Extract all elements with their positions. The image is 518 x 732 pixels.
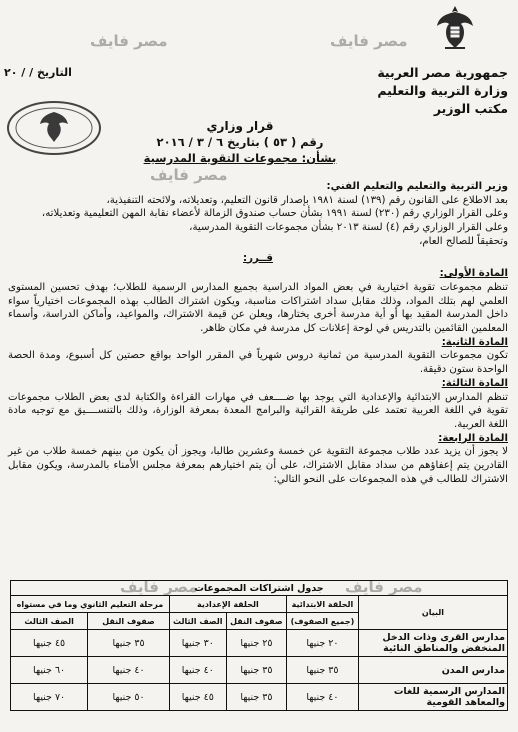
row-label: مدارس القرى وذات الدخل المنخفض والمناطق النائية xyxy=(358,630,507,657)
decree-subject: بشأن: مجموعات التقوية المدرسية xyxy=(143,151,337,165)
article-2-text: تكون مجموعات التقوية المدرسية من ثمانية دروس شهرياً في المقرر الواحد بواقع حصتين كل أسبوع، ومدة الحصة الواحدة ستون دقيقة. xyxy=(8,350,508,376)
table-subheader: الصف الثالث xyxy=(11,613,88,630)
fee-cell: ٣٥ جنيها xyxy=(226,657,286,684)
row-label: المدارس الرسمية للغات والمعاهد القومية xyxy=(358,684,507,711)
office-name: مكتب الوزير xyxy=(433,101,508,116)
fee-cell: ٢٥ جنيها xyxy=(226,630,286,657)
table-row xyxy=(11,684,508,711)
letterhead xyxy=(338,64,508,118)
fee-cell: ٣٥ جنيها xyxy=(226,684,286,711)
republic-name: جمهورية مصر العربية xyxy=(377,65,508,80)
date-label: التاريخ / / ٢٠ xyxy=(4,66,72,79)
subscription-table-wrap xyxy=(10,580,508,711)
minister-line: وزير التربية والتعليم والتعليم الفني: xyxy=(326,181,508,192)
fee-cell: ٧٠ جنيها xyxy=(11,684,88,711)
table-row xyxy=(11,657,508,684)
table-subheader: (جميع الصفوف) xyxy=(287,613,359,630)
fee-cell: ٤٠ جنيها xyxy=(287,684,359,711)
table-row xyxy=(11,630,508,657)
watermark-text: مصر فايف xyxy=(330,32,408,50)
table-subheader: صفوف النقل xyxy=(88,613,170,630)
watermark-text: مصر فايف xyxy=(150,166,228,184)
fee-cell: ٣٥ جنيها xyxy=(88,630,170,657)
fee-cell: ٤٠ جنيها xyxy=(88,657,170,684)
decree-body xyxy=(8,180,508,486)
table-group-header: الحلقة الابتدائية xyxy=(287,596,359,613)
article-1-text: تنظم مجموعات تقوية اختيارية في بعض المواد الدراسية بجميع المدارس الرسمية للطلاب؛ بهدف تحسين المستوى العلمي لهم بتلك المواد، وذلك مقابل سداد اشتراكات مناسبة، ويكون اشتراك الطالب بهذه المجموعات اختيارياً سواء داخل المدرسة المقيد بها أو أية مدرسة أخرى يختارها، ويعلن عن قيمة الاشتراك، والمواعيد، وأماكن الدراسة، وأسماء المعلمين القائمين بالتدريس في لوحة إعلانات كل مدرسة في مكان ظاهر. xyxy=(8,281,508,335)
fee-cell: ٥٠ جنيها xyxy=(88,684,170,711)
preamble-line: بعد الاطلاع على القانون رقم (١٣٩) لسنة ١٩٨١ بإصدار قانون التعليم، وتعديلاته، ولائحته التنفيذية، xyxy=(106,194,508,206)
fee-cell: ٤٥ جنيها xyxy=(169,684,226,711)
preamble-line: وعلى القرار الوزاري رقم (٤) لسنة ٢٠١٣ بشأن مجموعات التقوية المدرسية، xyxy=(189,222,508,234)
watermark-text: مصر فايف xyxy=(120,578,198,596)
article-3-heading: المادة الثالثة: xyxy=(441,377,508,389)
article-4-heading: المادة الرابعة: xyxy=(438,432,508,444)
fee-cell: ٣٠ جنيها xyxy=(169,630,226,657)
table-title: جدول اشتراكات المجموعات xyxy=(11,581,508,596)
decree-title: قرار وزاري xyxy=(206,119,274,133)
article-2-heading: المادة الثانية: xyxy=(441,336,508,348)
ministry-name: وزارة التربية والتعليم xyxy=(377,83,508,98)
ministry-seal-icon xyxy=(4,98,104,158)
fee-cell: ٤٠ جنيها xyxy=(169,657,226,684)
eagle-emblem-icon xyxy=(435,4,475,52)
table-subheader: صفوف النقل xyxy=(226,613,286,630)
table-group-header: مرحلة التعليم الثانوي وما في مستواه xyxy=(11,596,170,613)
fee-cell: ٢٠ جنيها xyxy=(287,630,359,657)
table-label-header: البيان xyxy=(358,596,507,630)
subscription-table xyxy=(10,580,508,711)
article-3-text: تنظم المدارس الابتدائية والإعدادية التي يوجد بها ضــــعف في مهارات القراءة والكتابة لدى بعض الطلاب مجموعات تقوية في اللغة العربية تعتمد على طريقة القرائية والبرامج المعدة بمعرفة الوزارة، وذلك بالتنســــيق مع توجيه مادة اللغة العربية. xyxy=(8,391,508,430)
preamble-line: وعلى القرار الوزاري رقم (٢٣٠) لسنة ١٩٩١ بشأن حساب صندوق الزمالة لأعضاء نقابة المهن التعليمية وتعديلاته، xyxy=(41,208,508,220)
article-4-text: لا يجوز أن يزيد عدد طلاب مجموعة التقوية عن خمسة وعشرين طالبا، ويجوز أن يكون من بينهم خمسة طلاب من غير القادرين يتم إعفاؤهم من سداد مقابل الاشتراك، على أن يتم اختيارهم بمعرفة مجلس الأمناء بالمدرسة، ويكون مقابل الاشتراك للطالب في هذه المجموعات على النحو التالي: xyxy=(8,446,508,485)
watermark-text: مصر فايف xyxy=(345,578,423,596)
preamble-line: وتحقيقاً للصالح العام، xyxy=(419,235,508,247)
table-group-header: الحلقة الإعدادية xyxy=(169,596,286,613)
table-subheader: الصف الثالث xyxy=(169,613,226,630)
article-1-heading: المادة الأولى: xyxy=(439,268,508,280)
watermark-text: مصر فايف xyxy=(90,32,168,50)
fee-cell: ٣٥ جنيها xyxy=(287,657,359,684)
row-label: مدارس المدن xyxy=(358,657,507,684)
decree-title-block xyxy=(140,118,340,166)
decides-heading: قــرر: xyxy=(243,252,273,264)
fee-cell: ٤٥ جنيها xyxy=(11,630,88,657)
decree-number: رقم ( ٥٣ ) بتاريخ ٦ / ٣ / ٢٠١٦ xyxy=(156,135,324,149)
fee-cell: ٦٠ جنيها xyxy=(11,657,88,684)
